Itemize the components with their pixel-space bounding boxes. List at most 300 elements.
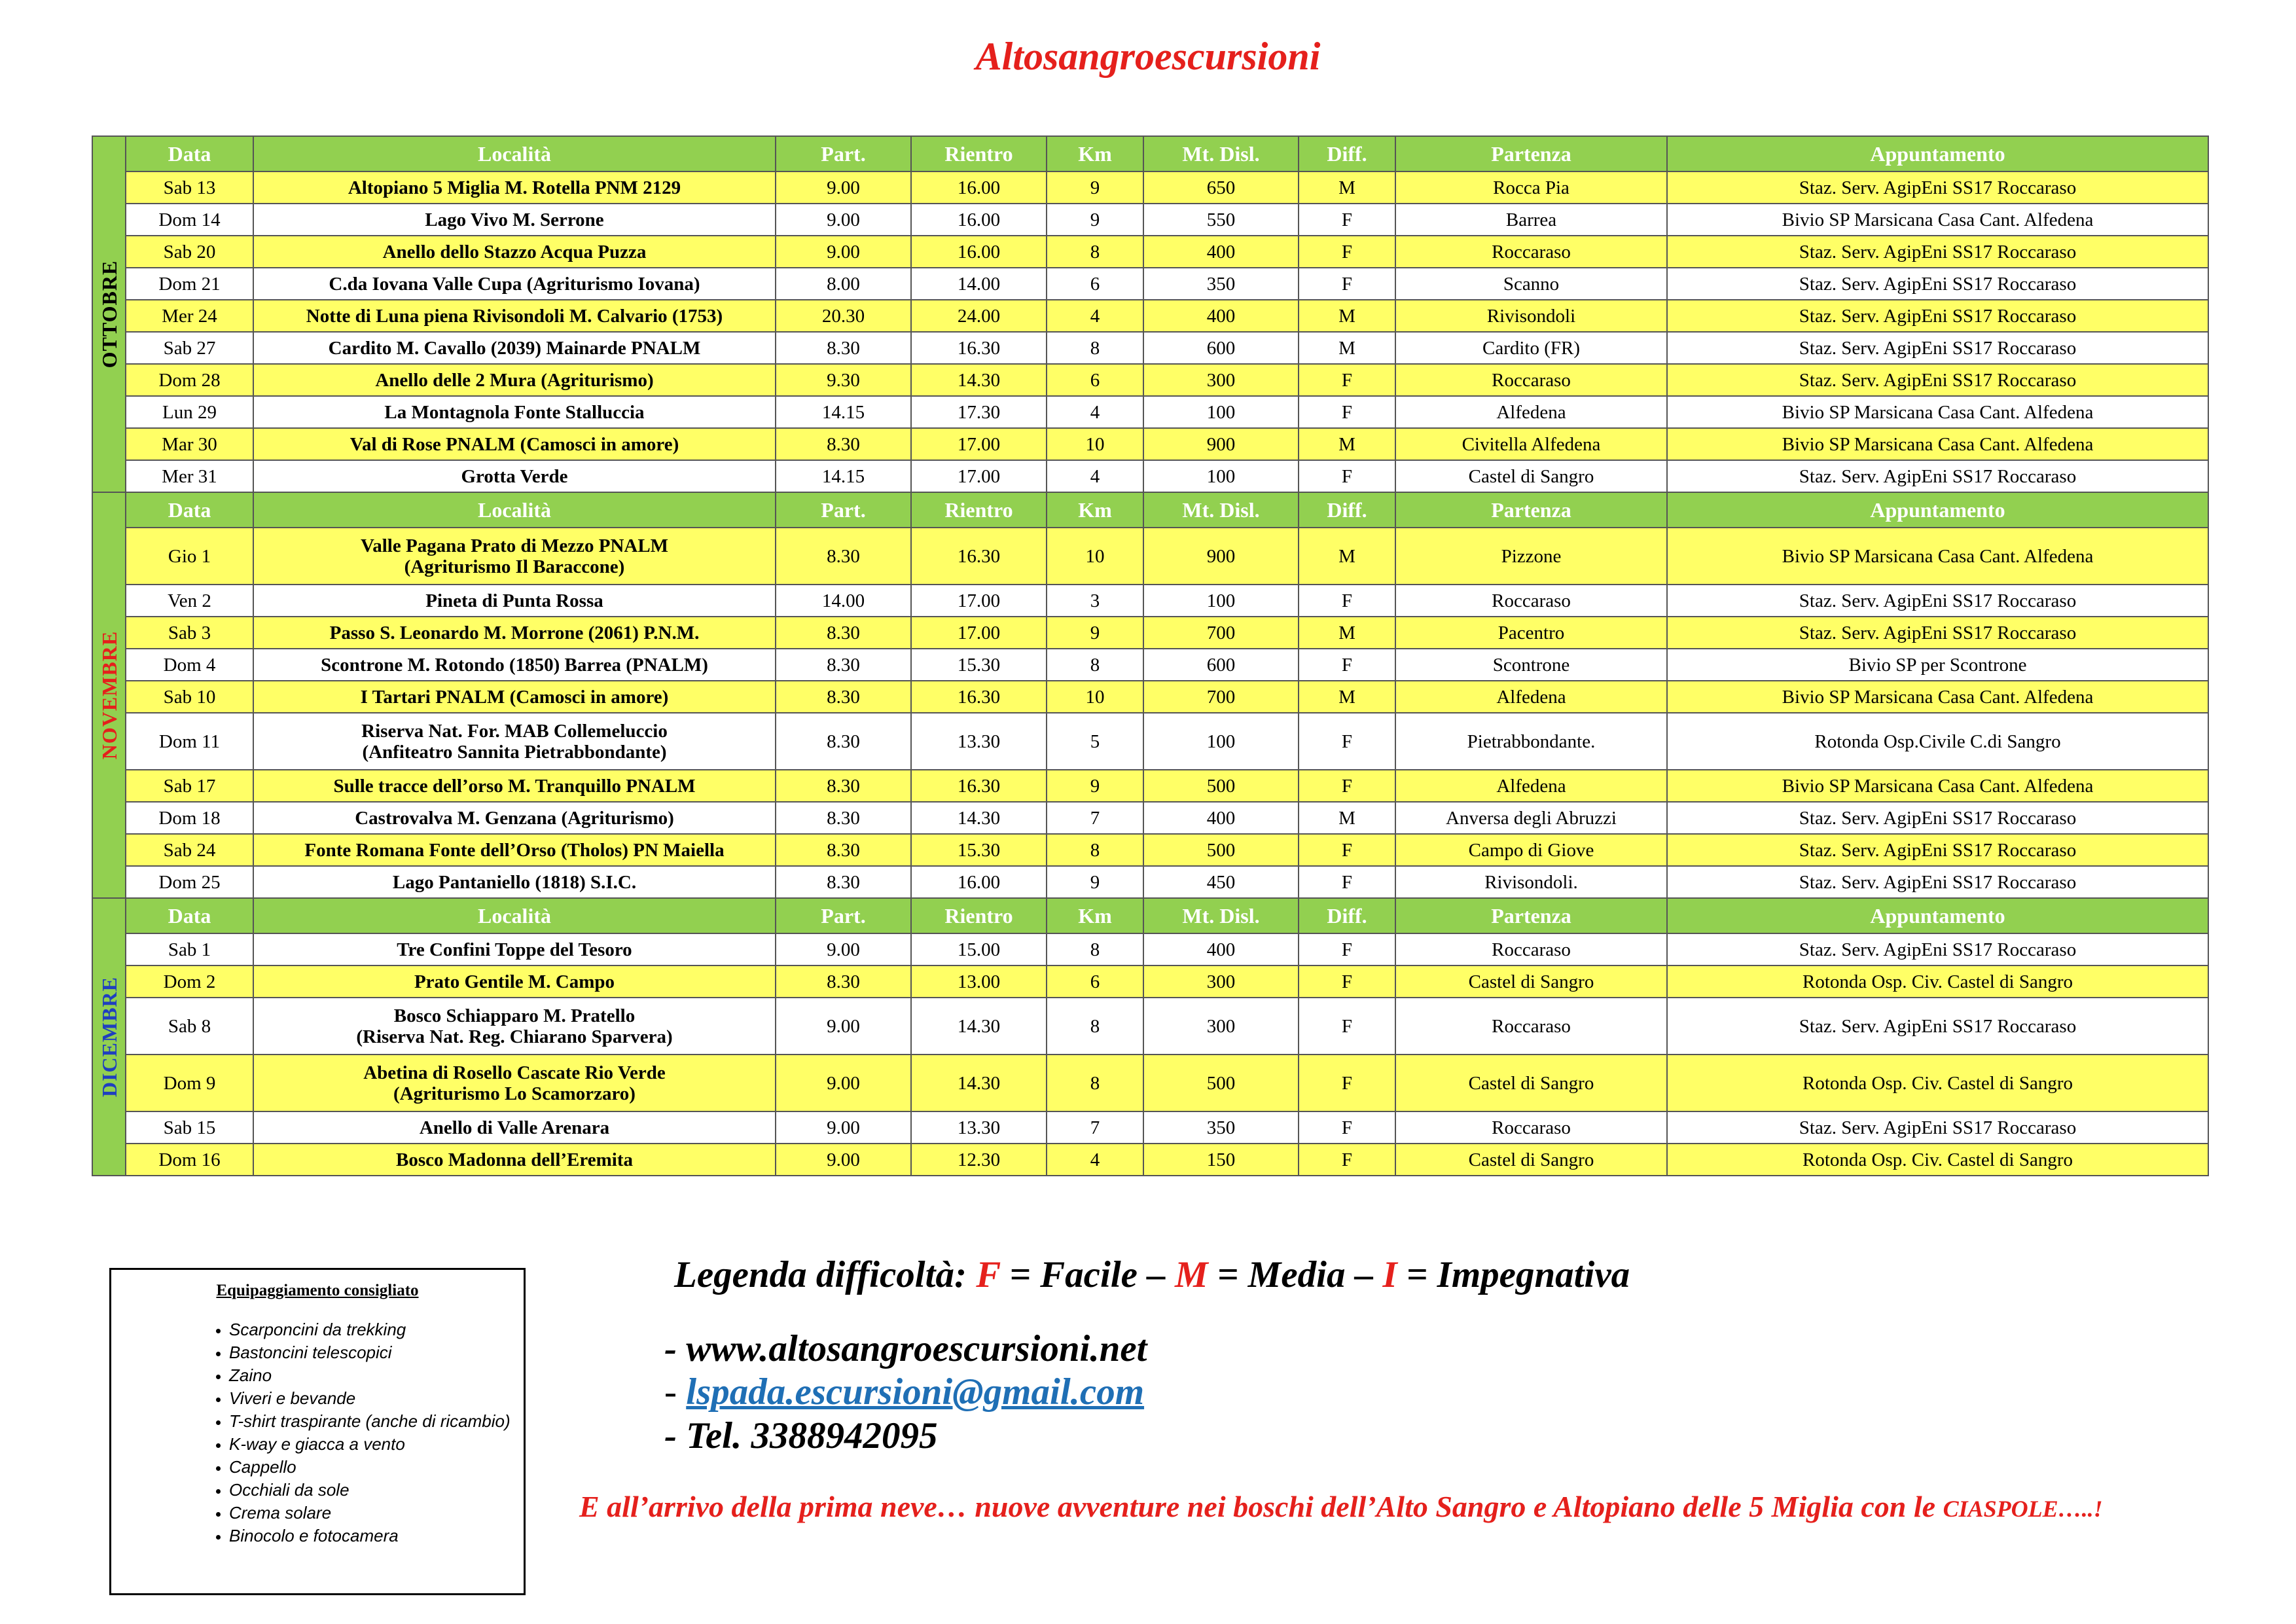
departure-time-cell: 8.30 bbox=[776, 866, 911, 898]
date-cell: Sab 15 bbox=[126, 1111, 253, 1144]
column-header-date: Data bbox=[126, 136, 253, 171]
location-cell bbox=[253, 268, 776, 300]
location-line-2: (Anfiteatro Sannita Pietrabbondante) bbox=[362, 741, 667, 763]
departure-time-cell: 14.00 bbox=[776, 585, 911, 617]
excursion-row bbox=[92, 460, 2208, 492]
difficulty-cell: F bbox=[1299, 713, 1395, 770]
meeting-point-cell: Bivio SP Marsicana Casa Cant. Alfedena bbox=[1667, 204, 2208, 236]
departure-time-cell: 8.30 bbox=[776, 528, 911, 585]
legend-m-text: = Media – bbox=[1208, 1254, 1383, 1295]
location-cell bbox=[253, 1111, 776, 1144]
equipment-item: • Bastoncini telescopici bbox=[229, 1341, 524, 1364]
excursion-row bbox=[92, 965, 2208, 998]
return-time-cell: 13.30 bbox=[911, 1111, 1047, 1144]
departure-place-cell: Roccaraso bbox=[1395, 933, 1667, 965]
location-cell bbox=[253, 236, 776, 268]
difficulty-cell: M bbox=[1299, 300, 1395, 332]
departure-place-cell: Castel di Sangro bbox=[1395, 1144, 1667, 1176]
column-header-km: Km bbox=[1047, 136, 1143, 171]
date-cell: Sab 8 bbox=[126, 998, 253, 1055]
location-cell bbox=[253, 998, 776, 1055]
excursion-row bbox=[92, 364, 2208, 396]
difficulty-cell: F bbox=[1299, 998, 1395, 1055]
departure-place-cell: Castel di Sangro bbox=[1395, 1055, 1667, 1111]
elevation-gain-cell: 350 bbox=[1143, 268, 1299, 300]
column-header-departure-time: Part. bbox=[776, 136, 911, 171]
equipment-item: • Crema solare bbox=[229, 1502, 524, 1525]
location-line: Notte di Luna piena Rivisondoli M. Calvario (1753) bbox=[306, 305, 723, 327]
equipment-item: • Binocolo e fotocamera bbox=[229, 1525, 524, 1547]
departure-place-cell: Roccaraso bbox=[1395, 585, 1667, 617]
km-cell: 8 bbox=[1047, 1055, 1143, 1111]
difficulty-cell: M bbox=[1299, 332, 1395, 364]
elevation-gain-cell: 600 bbox=[1143, 332, 1299, 364]
closing-text: E all’arrivo della prima neve… nuove avventure nei boschi dell’Alto Sangro e Altopiano delle 5 Miglia con le bbox=[579, 1490, 1943, 1523]
date-cell: Mer 24 bbox=[126, 300, 253, 332]
equipment-list bbox=[111, 1318, 524, 1547]
column-header-meeting-point: Appuntamento bbox=[1667, 492, 2208, 528]
excursion-row bbox=[92, 396, 2208, 428]
closing-note bbox=[579, 1489, 2103, 1524]
elevation-gain-cell: 350 bbox=[1143, 1111, 1299, 1144]
elevation-gain-cell: 700 bbox=[1143, 617, 1299, 649]
meeting-point-cell: Staz. Serv. AgipEni SS17 Roccaraso bbox=[1667, 933, 2208, 965]
location-line: Altopiano 5 Miglia M. Rotella PNM 2129 bbox=[348, 177, 681, 198]
date-cell: Sab 17 bbox=[126, 770, 253, 802]
km-cell: 9 bbox=[1047, 617, 1143, 649]
excursion-row bbox=[92, 681, 2208, 713]
km-cell: 4 bbox=[1047, 460, 1143, 492]
difficulty-cell: M bbox=[1299, 428, 1395, 460]
location-cell bbox=[253, 866, 776, 898]
meeting-point-cell: Staz. Serv. AgipEni SS17 Roccaraso bbox=[1667, 802, 2208, 834]
location-line: Castrovalva M. Genzana (Agriturismo) bbox=[355, 807, 674, 829]
return-time-cell: 17.00 bbox=[911, 460, 1047, 492]
meeting-point-cell: Staz. Serv. AgipEni SS17 Roccaraso bbox=[1667, 332, 2208, 364]
meeting-point-cell: Staz. Serv. AgipEni SS17 Roccaraso bbox=[1667, 834, 2208, 866]
difficulty-cell: F bbox=[1299, 965, 1395, 998]
departure-place-cell: Scanno bbox=[1395, 268, 1667, 300]
location-line: Tre Confini Toppe del Tesoro bbox=[397, 939, 632, 960]
date-cell: Mar 30 bbox=[126, 428, 253, 460]
month-label: OTTOBRE bbox=[97, 260, 121, 369]
km-cell: 9 bbox=[1047, 171, 1143, 204]
return-time-cell: 16.30 bbox=[911, 332, 1047, 364]
departure-time-cell: 8.30 bbox=[776, 428, 911, 460]
location-line: Bosco Schiapparo M. Pratello bbox=[393, 1005, 636, 1026]
location-cell bbox=[253, 396, 776, 428]
difficulty-cell: M bbox=[1299, 617, 1395, 649]
excursion-row bbox=[92, 268, 2208, 300]
legend-f-text: = Facile – bbox=[1000, 1254, 1175, 1295]
km-cell: 10 bbox=[1047, 528, 1143, 585]
km-cell: 8 bbox=[1047, 649, 1143, 681]
equipment-item: • Occhiali da sole bbox=[229, 1479, 524, 1502]
departure-time-cell: 14.15 bbox=[776, 396, 911, 428]
departure-time-cell: 8.30 bbox=[776, 649, 911, 681]
difficulty-cell: F bbox=[1299, 933, 1395, 965]
elevation-gain-cell: 400 bbox=[1143, 236, 1299, 268]
return-time-cell: 12.30 bbox=[911, 1144, 1047, 1176]
date-cell: Sab 27 bbox=[126, 332, 253, 364]
meeting-point-cell: Bivio SP Marsicana Casa Cant. Alfedena bbox=[1667, 770, 2208, 802]
departure-time-cell: 9.00 bbox=[776, 1144, 911, 1176]
departure-place-cell: Anversa degli Abruzzi bbox=[1395, 802, 1667, 834]
month-label-cell bbox=[92, 898, 126, 1176]
equipment-item: • Zaino bbox=[229, 1364, 524, 1387]
departure-place-cell: Alfedena bbox=[1395, 396, 1667, 428]
km-cell: 4 bbox=[1047, 1144, 1143, 1176]
column-header-difficulty: Diff. bbox=[1299, 492, 1395, 528]
elevation-gain-cell: 650 bbox=[1143, 171, 1299, 204]
location-line-2: (Agriturismo Lo Scamorzaro) bbox=[393, 1083, 636, 1104]
location-line: Pineta di Punta Rossa bbox=[425, 590, 603, 611]
location-cell bbox=[253, 713, 776, 770]
km-cell: 3 bbox=[1047, 585, 1143, 617]
date-cell: Dom 9 bbox=[126, 1055, 253, 1111]
km-cell: 6 bbox=[1047, 364, 1143, 396]
location-cell bbox=[253, 802, 776, 834]
location-line: Lago Vivo M. Serrone bbox=[425, 209, 604, 230]
column-header-location: Località bbox=[253, 898, 776, 933]
column-header-location: Località bbox=[253, 136, 776, 171]
location-cell bbox=[253, 965, 776, 998]
column-header-location: Località bbox=[253, 492, 776, 528]
elevation-gain-cell: 500 bbox=[1143, 834, 1299, 866]
excursion-row bbox=[92, 834, 2208, 866]
km-cell: 4 bbox=[1047, 396, 1143, 428]
meeting-point-cell: Staz. Serv. AgipEni SS17 Roccaraso bbox=[1667, 866, 2208, 898]
departure-time-cell: 9.00 bbox=[776, 236, 911, 268]
return-time-cell: 15.30 bbox=[911, 834, 1047, 866]
location-cell bbox=[253, 681, 776, 713]
column-header-departure-place: Partenza bbox=[1395, 898, 1667, 933]
excursion-row bbox=[92, 171, 2208, 204]
excursion-schedule-table bbox=[92, 135, 2209, 1176]
column-header-difficulty: Diff. bbox=[1299, 136, 1395, 171]
departure-time-cell: 8.30 bbox=[776, 713, 911, 770]
km-cell: 9 bbox=[1047, 866, 1143, 898]
departure-place-cell: Rivisondoli bbox=[1395, 300, 1667, 332]
return-time-cell: 16.30 bbox=[911, 681, 1047, 713]
schedule-body bbox=[92, 136, 2208, 1176]
meeting-point-cell: Staz. Serv. AgipEni SS17 Roccaraso bbox=[1667, 300, 2208, 332]
excursion-row bbox=[92, 1055, 2208, 1111]
column-header-elevation-gain: Mt. Disl. bbox=[1143, 898, 1299, 933]
difficulty-cell: F bbox=[1299, 204, 1395, 236]
difficulty-cell: F bbox=[1299, 585, 1395, 617]
departure-place-cell: Pacentro bbox=[1395, 617, 1667, 649]
location-cell bbox=[253, 171, 776, 204]
date-cell: Dom 14 bbox=[126, 204, 253, 236]
date-cell: Mer 31 bbox=[126, 460, 253, 492]
location-cell bbox=[253, 460, 776, 492]
excursion-row bbox=[92, 428, 2208, 460]
return-time-cell: 17.30 bbox=[911, 396, 1047, 428]
meeting-point-cell: Rotonda Osp.Civile C.di Sangro bbox=[1667, 713, 2208, 770]
return-time-cell: 16.00 bbox=[911, 866, 1047, 898]
header-row bbox=[92, 136, 2208, 171]
meeting-point-cell: Staz. Serv. AgipEni SS17 Roccaraso bbox=[1667, 236, 2208, 268]
location-line: Lago Pantaniello (1818) S.I.C. bbox=[392, 871, 637, 893]
column-header-departure-place: Partenza bbox=[1395, 136, 1667, 171]
departure-place-cell: Roccaraso bbox=[1395, 998, 1667, 1055]
column-header-return-time: Rientro bbox=[911, 492, 1047, 528]
meeting-point-cell: Bivio SP Marsicana Casa Cant. Alfedena bbox=[1667, 681, 2208, 713]
column-header-return-time: Rientro bbox=[911, 898, 1047, 933]
elevation-gain-cell: 900 bbox=[1143, 428, 1299, 460]
date-cell: Sab 13 bbox=[126, 171, 253, 204]
difficulty-cell: F bbox=[1299, 364, 1395, 396]
location-cell bbox=[253, 204, 776, 236]
departure-time-cell: 8.30 bbox=[776, 617, 911, 649]
location-cell bbox=[253, 933, 776, 965]
return-time-cell: 14.30 bbox=[911, 1055, 1047, 1111]
elevation-gain-cell: 400 bbox=[1143, 802, 1299, 834]
meeting-point-cell: Staz. Serv. AgipEni SS17 Roccaraso bbox=[1667, 171, 2208, 204]
location-cell bbox=[253, 428, 776, 460]
meeting-point-cell: Bivio SP per Scontrone bbox=[1667, 649, 2208, 681]
departure-time-cell: 9.00 bbox=[776, 204, 911, 236]
difficulty-cell: F bbox=[1299, 866, 1395, 898]
excursion-row bbox=[92, 1111, 2208, 1144]
departure-place-cell: Pizzone bbox=[1395, 528, 1667, 585]
elevation-gain-cell: 550 bbox=[1143, 204, 1299, 236]
difficulty-cell: F bbox=[1299, 834, 1395, 866]
location-line: Anello di Valle Arenara bbox=[419, 1117, 610, 1138]
departure-time-cell: 8.30 bbox=[776, 332, 911, 364]
meeting-point-cell: Staz. Serv. AgipEni SS17 Roccaraso bbox=[1667, 268, 2208, 300]
email-link[interactable]: lspada.escursioni@gmail.com bbox=[686, 1371, 1145, 1413]
location-line-2: (Agriturismo Il Baraccone) bbox=[404, 556, 625, 577]
location-line: Abetina di Rosello Cascate Rio Verde bbox=[363, 1062, 666, 1083]
closing-highlight: CIASPOLE…..! bbox=[1943, 1496, 2103, 1522]
column-header-difficulty: Diff. bbox=[1299, 898, 1395, 933]
website-line: - www.altosangroescursioni.net bbox=[664, 1328, 1147, 1369]
excursion-row bbox=[92, 866, 2208, 898]
departure-time-cell: 9.00 bbox=[776, 933, 911, 965]
column-header-departure-time: Part. bbox=[776, 898, 911, 933]
location-line: Sulle tracce dell’orso M. Tranquillo PNALM bbox=[333, 775, 696, 797]
location-cell bbox=[253, 364, 776, 396]
km-cell: 10 bbox=[1047, 681, 1143, 713]
location-line: Fonte Romana Fonte dell’Orso (Tholos) PN Maiella bbox=[304, 839, 725, 861]
date-cell: Dom 16 bbox=[126, 1144, 253, 1176]
date-cell: Sab 20 bbox=[126, 236, 253, 268]
difficulty-cell: M bbox=[1299, 528, 1395, 585]
column-header-return-time: Rientro bbox=[911, 136, 1047, 171]
date-cell: Dom 11 bbox=[126, 713, 253, 770]
legend-i-text: = Impegnativa bbox=[1397, 1254, 1630, 1295]
excursion-row bbox=[92, 998, 2208, 1055]
excursion-row bbox=[92, 585, 2208, 617]
departure-time-cell: 20.30 bbox=[776, 300, 911, 332]
date-cell: Sab 24 bbox=[126, 834, 253, 866]
email-line bbox=[664, 1371, 1144, 1413]
location-line: La Montagnola Fonte Stalluccia bbox=[384, 401, 645, 423]
location-cell bbox=[253, 617, 776, 649]
date-cell: Lun 29 bbox=[126, 396, 253, 428]
departure-place-cell: Roccaraso bbox=[1395, 364, 1667, 396]
excursion-row bbox=[92, 300, 2208, 332]
difficulty-cell: F bbox=[1299, 460, 1395, 492]
return-time-cell: 17.00 bbox=[911, 617, 1047, 649]
location-line: Prato Gentile M. Campo bbox=[414, 971, 615, 992]
location-line: I Tartari PNALM (Camosci in amore) bbox=[360, 686, 669, 708]
departure-place-cell: Campo di Giove bbox=[1395, 834, 1667, 866]
excursion-row bbox=[92, 332, 2208, 364]
km-cell: 5 bbox=[1047, 713, 1143, 770]
location-cell bbox=[253, 585, 776, 617]
column-header-km: Km bbox=[1047, 492, 1143, 528]
column-header-departure-time: Part. bbox=[776, 492, 911, 528]
difficulty-cell: F bbox=[1299, 770, 1395, 802]
elevation-gain-cell: 300 bbox=[1143, 965, 1299, 998]
location-cell bbox=[253, 834, 776, 866]
km-cell: 6 bbox=[1047, 268, 1143, 300]
location-line: Anello dello Stazzo Acqua Puzza bbox=[382, 241, 647, 262]
elevation-gain-cell: 100 bbox=[1143, 396, 1299, 428]
elevation-gain-cell: 900 bbox=[1143, 528, 1299, 585]
location-line: Scontrone M. Rotondo (1850) Barrea (PNALM) bbox=[321, 654, 708, 676]
return-time-cell: 16.00 bbox=[911, 171, 1047, 204]
return-time-cell: 13.30 bbox=[911, 713, 1047, 770]
month-label-cell bbox=[92, 492, 126, 898]
departure-place-cell: Rocca Pia bbox=[1395, 171, 1667, 204]
difficulty-cell: M bbox=[1299, 802, 1395, 834]
excursion-row bbox=[92, 528, 2208, 585]
column-header-meeting-point: Appuntamento bbox=[1667, 136, 2208, 171]
meeting-point-cell: Staz. Serv. AgipEni SS17 Roccaraso bbox=[1667, 1111, 2208, 1144]
elevation-gain-cell: 500 bbox=[1143, 770, 1299, 802]
location-line-2: (Riserva Nat. Reg. Chiarano Sparvera) bbox=[356, 1026, 673, 1047]
difficulty-cell: M bbox=[1299, 171, 1395, 204]
date-cell: Sab 1 bbox=[126, 933, 253, 965]
return-time-cell: 16.30 bbox=[911, 770, 1047, 802]
location-cell bbox=[253, 770, 776, 802]
elevation-gain-cell: 450 bbox=[1143, 866, 1299, 898]
meeting-point-cell: Rotonda Osp. Civ. Castel di Sangro bbox=[1667, 1144, 2208, 1176]
column-header-date: Data bbox=[126, 492, 253, 528]
month-label: NOVEMBRE bbox=[97, 630, 121, 760]
departure-time-cell: 9.00 bbox=[776, 171, 911, 204]
location-cell bbox=[253, 332, 776, 364]
difficulty-cell: F bbox=[1299, 236, 1395, 268]
excursion-row bbox=[92, 802, 2208, 834]
elevation-gain-cell: 700 bbox=[1143, 681, 1299, 713]
location-line: Valle Pagana Prato di Mezzo PNALM bbox=[360, 535, 669, 556]
legend-f: F bbox=[976, 1254, 1001, 1295]
difficulty-cell: F bbox=[1299, 268, 1395, 300]
equipment-item: • Viveri e bevande bbox=[229, 1387, 524, 1410]
meeting-point-cell: Staz. Serv. AgipEni SS17 Roccaraso bbox=[1667, 585, 2208, 617]
return-time-cell: 15.00 bbox=[911, 933, 1047, 965]
difficulty-cell: M bbox=[1299, 681, 1395, 713]
departure-time-cell: 8.30 bbox=[776, 965, 911, 998]
location-line: C.da Iovana Valle Cupa (Agriturismo Iovana) bbox=[329, 273, 700, 295]
month-label: DICEMBRE bbox=[97, 976, 121, 1098]
return-time-cell: 14.00 bbox=[911, 268, 1047, 300]
date-cell: Dom 28 bbox=[126, 364, 253, 396]
meeting-point-cell: Rotonda Osp. Civ. Castel di Sangro bbox=[1667, 1055, 2208, 1111]
excursion-row bbox=[92, 933, 2208, 965]
page-title: Altosangroescursioni bbox=[975, 35, 1321, 78]
difficulty-cell: F bbox=[1299, 1055, 1395, 1111]
elevation-gain-cell: 500 bbox=[1143, 1055, 1299, 1111]
return-time-cell: 16.00 bbox=[911, 204, 1047, 236]
km-cell: 8 bbox=[1047, 834, 1143, 866]
elevation-gain-cell: 300 bbox=[1143, 364, 1299, 396]
difficulty-cell: F bbox=[1299, 649, 1395, 681]
departure-place-cell: Roccaraso bbox=[1395, 236, 1667, 268]
equipment-item: • Scarponcini da trekking bbox=[229, 1318, 524, 1341]
excursion-row bbox=[92, 770, 2208, 802]
equipment-item: • Cappello bbox=[229, 1456, 524, 1479]
meeting-point-cell: Bivio SP Marsicana Casa Cant. Alfedena bbox=[1667, 428, 2208, 460]
location-line: Riserva Nat. For. MAB Collemeluccio bbox=[361, 720, 668, 742]
equipment-title: Equipaggiamento consigliato bbox=[216, 1282, 419, 1299]
excursion-row bbox=[92, 713, 2208, 770]
meeting-point-cell: Staz. Serv. AgipEni SS17 Roccaraso bbox=[1667, 998, 2208, 1055]
km-cell: 6 bbox=[1047, 965, 1143, 998]
km-cell: 9 bbox=[1047, 770, 1143, 802]
column-header-elevation-gain: Mt. Disl. bbox=[1143, 492, 1299, 528]
month-label-cell bbox=[92, 136, 126, 492]
location-line: Grotta Verde bbox=[461, 465, 568, 487]
elevation-gain-cell: 600 bbox=[1143, 649, 1299, 681]
location-cell bbox=[253, 300, 776, 332]
meeting-point-cell: Bivio SP Marsicana Casa Cant. Alfedena bbox=[1667, 528, 2208, 585]
location-line: Bosco Madonna dell’Eremita bbox=[396, 1149, 633, 1170]
email-prefix: - bbox=[664, 1371, 687, 1413]
date-cell: Dom 2 bbox=[126, 965, 253, 998]
elevation-gain-cell: 400 bbox=[1143, 300, 1299, 332]
date-cell: Gio 1 bbox=[126, 528, 253, 585]
return-time-cell: 17.00 bbox=[911, 585, 1047, 617]
equipment-item: • K-way e giacca a vento bbox=[229, 1433, 524, 1456]
excursion-row bbox=[92, 204, 2208, 236]
date-cell: Sab 3 bbox=[126, 617, 253, 649]
location-line: Passo S. Leonardo M. Morrone (2061) P.N.M. bbox=[329, 622, 700, 643]
km-cell: 4 bbox=[1047, 300, 1143, 332]
departure-place-cell: Barrea bbox=[1395, 204, 1667, 236]
excursion-row bbox=[92, 649, 2208, 681]
column-header-km: Km bbox=[1047, 898, 1143, 933]
departure-time-cell: 9.00 bbox=[776, 998, 911, 1055]
departure-place-cell: Pietrabbondante. bbox=[1395, 713, 1667, 770]
meeting-point-cell: Staz. Serv. AgipEni SS17 Roccaraso bbox=[1667, 460, 2208, 492]
return-time-cell: 16.30 bbox=[911, 528, 1047, 585]
return-time-cell: 17.00 bbox=[911, 428, 1047, 460]
km-cell: 10 bbox=[1047, 428, 1143, 460]
elevation-gain-cell: 150 bbox=[1143, 1144, 1299, 1176]
departure-time-cell: 14.15 bbox=[776, 460, 911, 492]
column-header-date: Data bbox=[126, 898, 253, 933]
meeting-point-cell: Staz. Serv. AgipEni SS17 Roccaraso bbox=[1667, 364, 2208, 396]
departure-place-cell: Castel di Sangro bbox=[1395, 965, 1667, 998]
date-cell: Dom 4 bbox=[126, 649, 253, 681]
legend-m: M bbox=[1174, 1254, 1208, 1295]
elevation-gain-cell: 100 bbox=[1143, 585, 1299, 617]
date-cell: Sab 10 bbox=[126, 681, 253, 713]
difficulty-cell: F bbox=[1299, 1144, 1395, 1176]
return-time-cell: 16.00 bbox=[911, 236, 1047, 268]
date-cell: Dom 18 bbox=[126, 802, 253, 834]
km-cell: 8 bbox=[1047, 332, 1143, 364]
departure-place-cell: Alfedena bbox=[1395, 681, 1667, 713]
km-cell: 8 bbox=[1047, 236, 1143, 268]
excursion-row bbox=[92, 617, 2208, 649]
